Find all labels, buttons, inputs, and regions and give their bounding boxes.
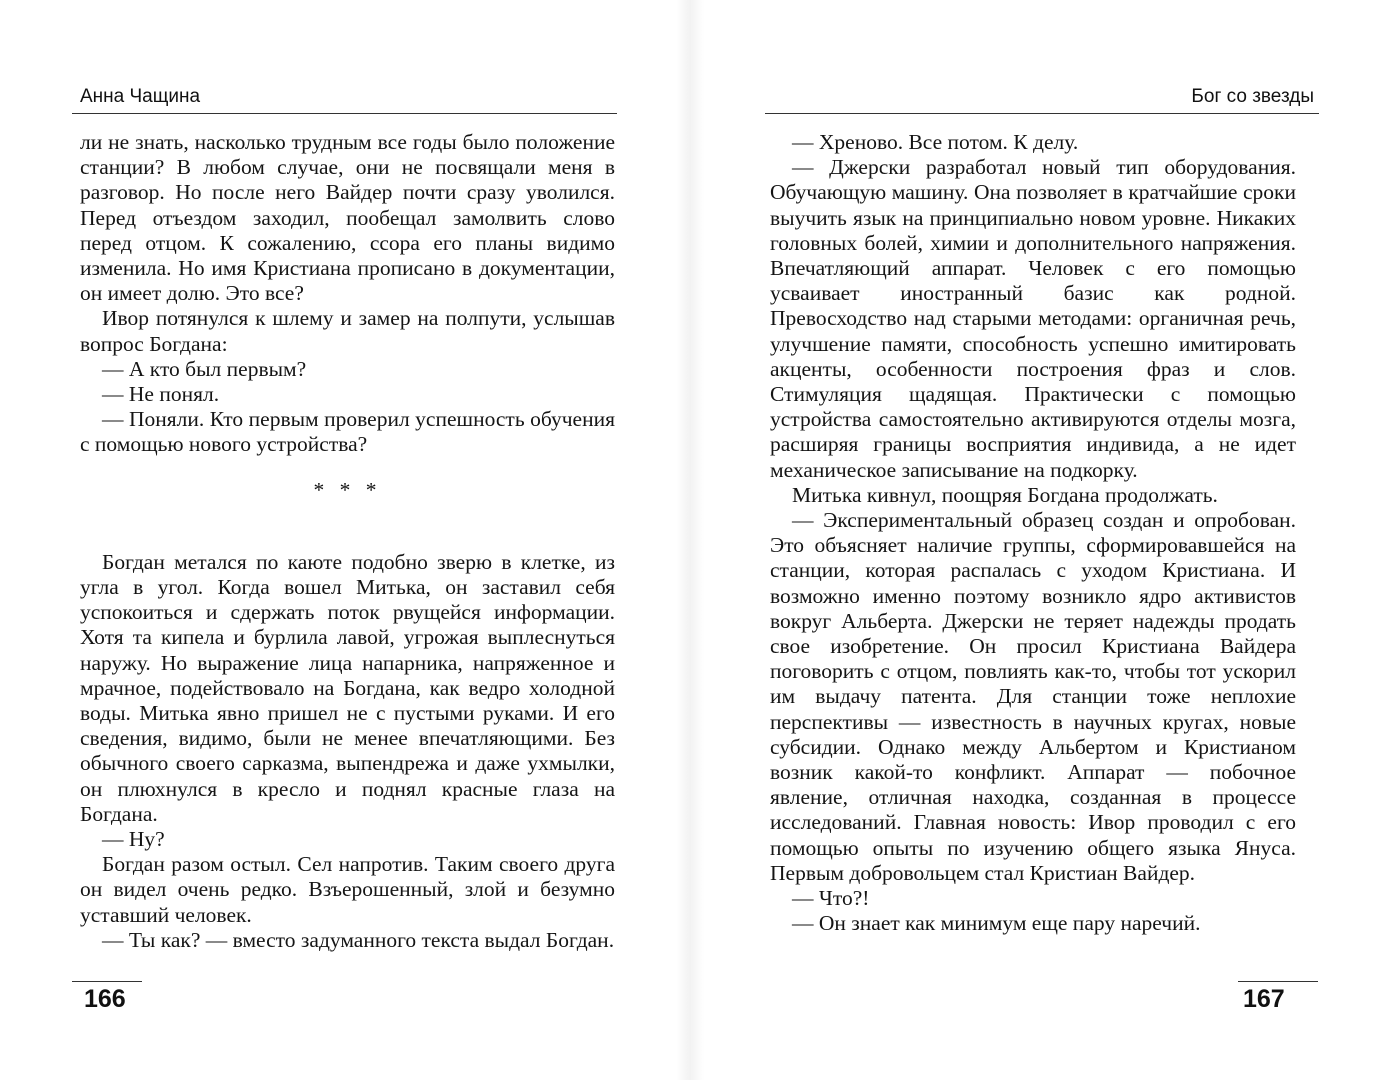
- paragraph: ли не знать, насколько трудным все годы было положение станции? В любом случае, они не посвящали меня в разговор. Но после него Вайдер почти сразу уволился. Перед отъездом заходил, пообещал замолвить слово перед отцом. К сожалению, ссора его планы видимо изменила. Но имя Кристиана прописано в документации, он имеет долю. Это все?: [80, 130, 615, 306]
- dialogue-line: — Хреново. Все потом. К делу.: [792, 130, 1079, 154]
- right-head-rule: [765, 113, 1319, 114]
- dialogue-line: — Не понял.: [102, 382, 220, 407]
- dialogue-line: — Что?!: [792, 886, 870, 911]
- dialogue-line: — Джерски разработал новый тип оборудования. Обучающую машину. Она позволяет в кратчайшие сроки выучить язык на принципиально новом уровне. Никаких головных болей, химии и дополнительного напряжения. Впечатляющий аппарат. Человек с его помощью усваивает иностранный базис как родной. Превосходство над старыми методами: органичная речь, улучшение памяти, способность успешно имитировать акценты, особенности построения фраз и слов. Стимуляция щадящая. Практически с помощью устройства самостоятельно активируются отделы мозга, расширяя границы восприятия индивида, а не идет механическое записывание на подкорку.: [770, 155, 1296, 482]
- dialogue-line: — Он знает как минимум еще пару наречий.: [792, 911, 1201, 936]
- left-body-text: [80, 130, 615, 953]
- dialogue-line: — Ты как? — вместо задуманного текста выдал Богдан.: [102, 927, 615, 952]
- paragraph: Богдан разом остыл. Сел напротив. Таким своего друга он видел очень редко. Взъерошенный, злой и безумно уставший человек.: [80, 852, 615, 927]
- dialogue-line: — Экспериментальный образец создан и опробован. Это объясняет наличие группы, сформировавшейся на станции, которая распалась с уходом Кристиана. И возможно именно поэтому возникло ядро активистов вокруг Альберта. Джерски не теряет надежды продать свое изобретение. Он просил Кристиана Вайдера поговорить с отцом, повлиять как-то, чтобы тот ускорил им выдачу патента. Для станции тоже неплохие перспективы — известность в научных кругах, новые субсидии. Однако между Альбертом и Кристианом возник какой-то конфликт. Аппарат — побочное явление, отличная находка, созданная в процессе исследований. Главная новость: Ивор проводил с его помощью опыты по изучению общего языка Януса. Первым добровольцем стал Кристиан Вайдер.: [770, 508, 1296, 885]
- dialogue-line: — Поняли. Кто первым проверил успешность обучения с помощью нового устройства?: [80, 407, 615, 457]
- paragraph: Ивор потянулся к шлему и замер на полпути, услышав вопрос Богдана:: [80, 306, 615, 356]
- paragraph: Богдан метался по каюте подобно зверю в клетке, из угла в угол. Когда вошел Митька, он заставил себя успокоиться и сдержать поток рвущейся информации. Хотя та кипела и бурлила лавой, угрожая выплеснуться наружу. Но выражение лица напарника, напряженное и мрачное, подействовало на Богдана, как ведро холодной воды. Митька явно пришел не с пустыми руками. И его сведения, видимо, были не менее впечатляющими. Без обычного своего сарказма, выпендрежа и даже ухмылки, он плюхнулся в кресло и поднял красные глаза на Богдана.: [80, 549, 615, 826]
- right-running-head: Бог со звезды: [1191, 86, 1314, 107]
- left-head-rule: [72, 113, 617, 114]
- right-page: [690, 0, 1379, 1080]
- left-foot-rule: [72, 981, 142, 982]
- dialogue-line: — Ну?: [102, 827, 165, 852]
- dialogue-line: — А кто был первым?: [102, 356, 307, 381]
- left-running-head: Анна Чащина: [80, 86, 201, 107]
- section-break: * * *: [313, 477, 382, 502]
- paragraph: Митька кивнул, поощряя Богдана продолжать.: [792, 482, 1218, 507]
- left-page-number: 166: [84, 985, 126, 1013]
- right-page-number: 167: [1243, 985, 1285, 1013]
- right-body-text: [770, 130, 1296, 937]
- right-foot-rule: [1238, 981, 1318, 982]
